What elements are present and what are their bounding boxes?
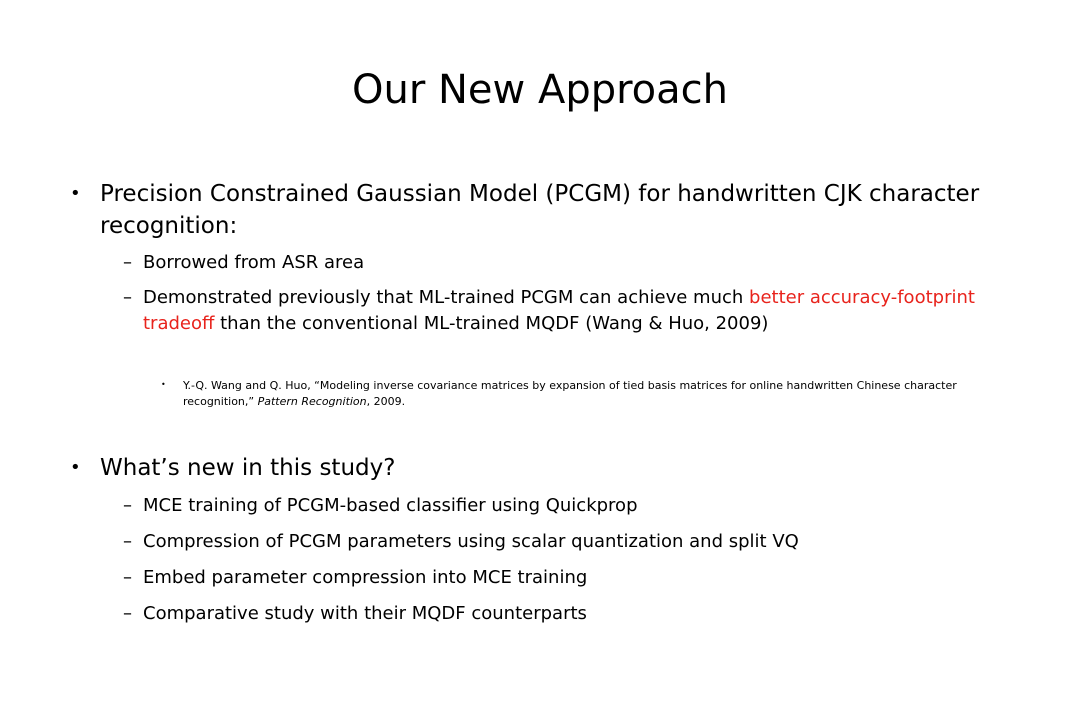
sub-demonstrated-post: than the conventional ML-trained MQDF (Wang & Huo, 2009) [214, 313, 769, 334]
sub-mce-training-text: MCE training of PCGM-based classifier using Quickprop [143, 495, 638, 516]
sub-demonstrated-pre: Demonstrated previously that ML-trained PCGM can achieve much [143, 287, 750, 308]
bullet-pcgm [70, 178, 1000, 242]
dash-icon: – [123, 603, 132, 624]
bullet-icon: • [70, 183, 81, 204]
reference-pre: Y.-Q. Wang and Q. Huo, “Modeling inverse covariance matrices by expansion of tied basis matrices for online handwritten Chinese character recognition,” [183, 379, 957, 408]
bullet-pcgm-text: Precision Constrained Gaussian Model (PCGM) for handwritten CJK character recognition: [100, 181, 980, 239]
reference-citation [161, 378, 983, 410]
dash-icon: – [123, 252, 132, 273]
sub-compression-text: Compression of PCGM parameters using scalar quantization and split VQ [143, 531, 799, 552]
sub-comparative [123, 601, 1003, 627]
reference-post: , 2009. [366, 395, 406, 408]
dash-icon: – [123, 531, 132, 552]
highlight-tradeoff: better accuracy-footprint tradeoff [143, 287, 975, 334]
bullet-icon: • [161, 380, 166, 389]
dash-icon: – [123, 287, 132, 308]
sub-compression [123, 529, 1003, 555]
sub-demonstrated [123, 285, 1003, 337]
sub-embed [123, 565, 1003, 591]
bullet-whats-new [70, 452, 1000, 484]
bullet-icon: • [70, 457, 81, 478]
sub-borrowed-text: Borrowed from ASR area [143, 252, 365, 273]
sub-embed-text: Embed parameter compression into MCE training [143, 567, 588, 588]
reference-journal: Pattern Recognition [257, 395, 367, 408]
sub-borrowed [123, 250, 1003, 276]
sub-mce-training [123, 493, 1003, 519]
slide-title: Our New Approach [352, 67, 728, 113]
sub-comparative-text: Comparative study with their MQDF counterparts [143, 603, 587, 624]
bullet-whats-new-text: What’s new in this study? [100, 455, 396, 481]
dash-icon: – [123, 495, 132, 516]
dash-icon: – [123, 567, 132, 588]
